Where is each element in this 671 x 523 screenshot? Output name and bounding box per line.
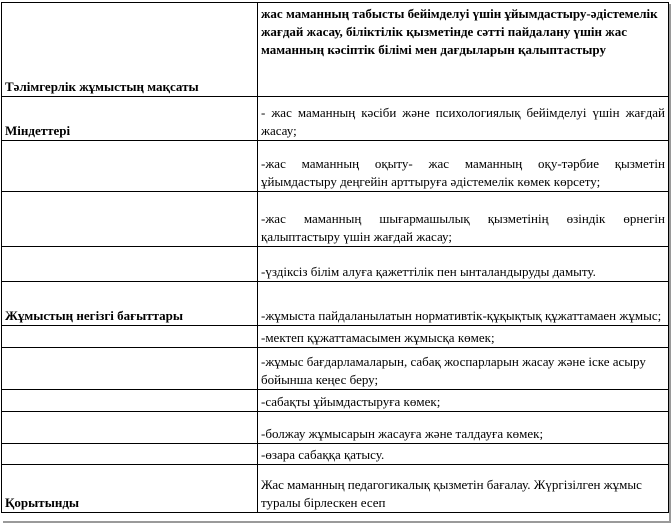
row-content: -өзара сабаққа қатысу. xyxy=(258,444,669,465)
row-content: -жұмыс бағдарламаларын, сабақ жоспарларын жасау және іске асыру бойынша кеңес беру; xyxy=(258,348,669,390)
table-row xyxy=(2,141,669,192)
row-label: Міндеттері xyxy=(2,97,258,141)
table-row xyxy=(2,282,669,326)
row-content: Жас маманның педагогикалық қызметін бағалау. Жүргізілген жұмыс туралы бірлескен есеп xyxy=(258,465,669,513)
table-row xyxy=(2,192,669,247)
row-content: -жас маманның оқыту- жас маманның оқу-тәрбие қызметін ұйымдастыру деңгейін арттыруға әдістемелік көмек көрсету; xyxy=(258,141,669,192)
table-row xyxy=(2,3,669,97)
row-label xyxy=(2,390,258,412)
row-label xyxy=(2,192,258,247)
row-content: - жас маманның кәсіби және психологиялық бейімделуі үшін жағдай жасау; xyxy=(258,97,669,141)
table-row xyxy=(2,247,669,282)
row-content: -болжау жұмысарын жасауға және талдауға көмек; xyxy=(258,412,669,444)
row-content: -мектеп құжаттамасымен жұмысқа көмек; xyxy=(258,326,669,348)
row-label xyxy=(2,444,258,465)
row-label: Қорытынды xyxy=(2,465,258,513)
row-label xyxy=(2,326,258,348)
row-label xyxy=(2,141,258,192)
table-row xyxy=(2,412,669,444)
row-label xyxy=(2,348,258,390)
row-label xyxy=(2,412,258,444)
table-row xyxy=(2,390,669,412)
table-row xyxy=(2,348,669,390)
row-label xyxy=(2,247,258,282)
row-content: -сабақты ұйымдастыруға көмек; xyxy=(258,390,669,412)
mentoring-table xyxy=(1,2,669,513)
table-row xyxy=(2,444,669,465)
table-row xyxy=(2,97,669,141)
row-content: -жұмыста пайдаланылатын нормативтік-құқықтық құжаттамаен жұмыс; xyxy=(258,282,669,326)
row-label: Жұмыстың негізгі бағыттары xyxy=(2,282,258,326)
row-content: -үздіксіз білім алуға қажеттілік пен ынталандыруды дамыту. xyxy=(258,247,669,282)
row-content: жас маманның табысты бейімделуі үшін ұйымдастыру-әдістемелік жағдай жасау, біліктілік қызметінде сәтті пайдалану үшін жас маманның кәсіптік білімі мен дағдыларын қалыптастыру xyxy=(258,3,669,97)
table-row xyxy=(2,465,669,513)
table-row xyxy=(2,326,669,348)
row-label: Тәлімгерлік жұмыстың мақсаты xyxy=(2,3,258,97)
row-content: -жас маманның шығармашылық қызметінің өзіндік өрнегін қалыптастыру үшін жағдай жасау; xyxy=(258,192,669,247)
